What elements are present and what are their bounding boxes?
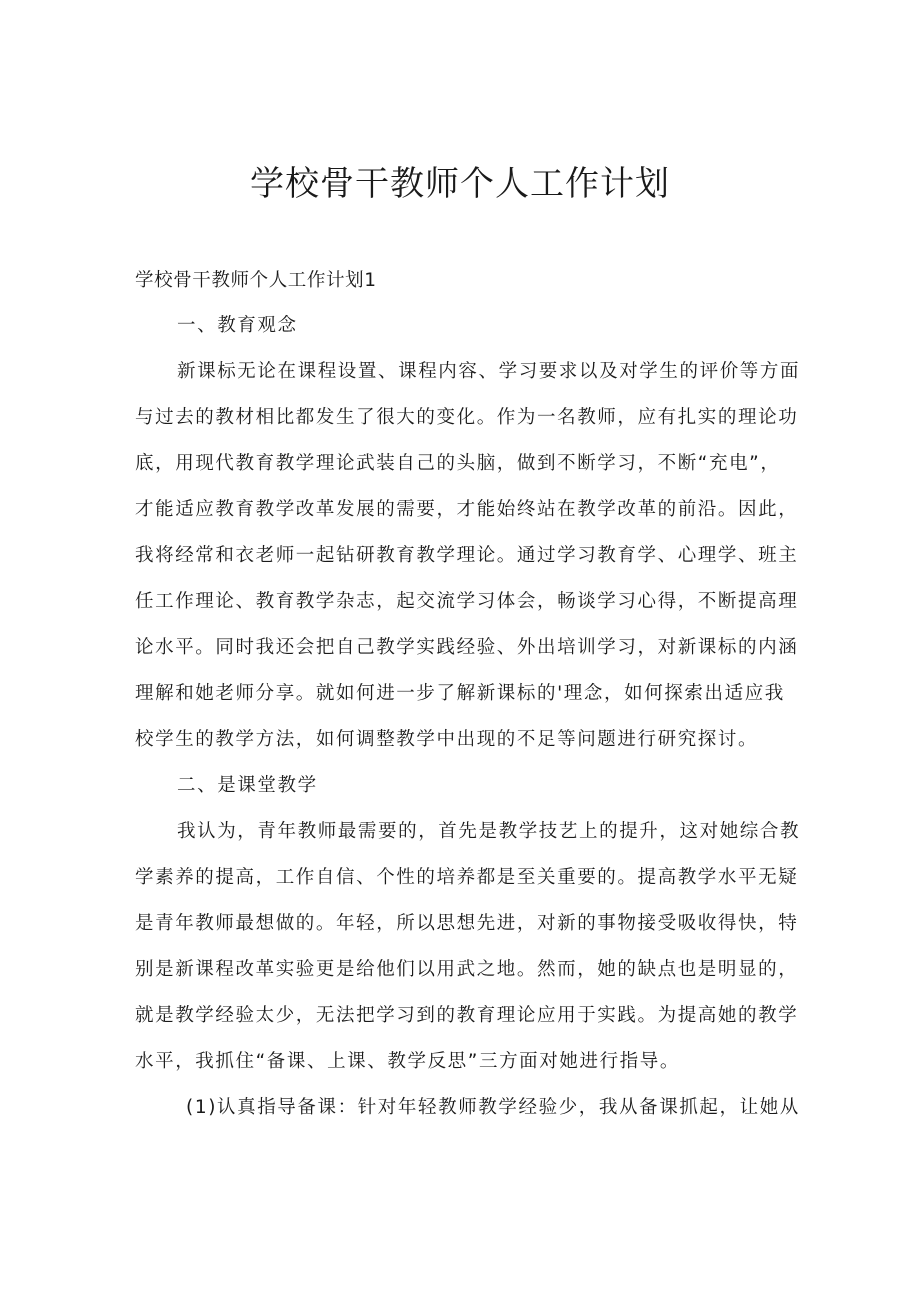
paragraph-line: 别是新课程改革实验更是给他们以用武之地。然而，她的缺点也是明显的， xyxy=(135,959,799,980)
document-title: 学校骨干教师个人工作计划 xyxy=(250,164,670,204)
paragraph-line: 水平，我抓住“备课、上课、教学反思”三方面对她进行指导。 xyxy=(135,1051,680,1072)
paragraph-line: 新课标无论在课程设置、课程内容、学习要求以及对学生的评价等方面 xyxy=(177,361,801,382)
paragraph-line-lesson-prep: (1)认真指导备课：针对年轻教师教学经验少，我从备课抓起，让她从 xyxy=(186,1097,800,1118)
paragraph-line: 论水平。同时我还会把自己教学实践经验、外出培训学习，对新课标的内涵 xyxy=(135,637,799,658)
document-subtitle: 学校骨干教师个人工作计划1 xyxy=(135,270,377,291)
paragraph-line: 理解和她老师分享。就如何进一步了解新课标的'理念，如何探索出适应我 xyxy=(135,683,785,704)
paragraph-line: 才能适应教育教学改革发展的需要，才能始终站在教学改革的前沿。因此， xyxy=(135,499,799,520)
paragraph-line: 校学生的教学方法，如何调整教学中出现的不足等问题进行研究探讨。 xyxy=(135,729,759,750)
paragraph-line: 学素养的提高，工作自信、个性的培养都是至关重要的。提高教学水平无疑 xyxy=(135,867,799,888)
paragraph-line: 是青年教师最想做的。年轻，所以思想先进，对新的事物接受吸收得快，特 xyxy=(135,913,799,934)
paragraph-line: 我认为，青年教师最需要的，首先是教学技艺上的提升，这对她综合教 xyxy=(177,821,801,842)
paragraph-line: 就是教学经验太少，无法把学习到的教育理论应用于实践。为提高她的教学 xyxy=(135,1005,799,1026)
paragraph-line: 与过去的教材相比都发生了很大的变化。作为一名教师，应有扎实的理论功 xyxy=(135,407,799,428)
section-heading-education-concept: 一、教育观念 xyxy=(177,315,298,336)
paragraph-line: 底，用现代教育教学理论武装自己的头脑，做到不断学习，不断“充电”， xyxy=(135,453,781,474)
paragraph-line: 我将经常和衣老师一起钻研教育教学理论。通过学习教育学、心理学、班主 xyxy=(135,545,799,566)
section-heading-classroom-teaching: 二、是课堂教学 xyxy=(177,775,318,796)
paragraph-line: 任工作理论、教育教学杂志，起交流学习体会，畅谈学习心得，不断提高理 xyxy=(135,591,799,612)
